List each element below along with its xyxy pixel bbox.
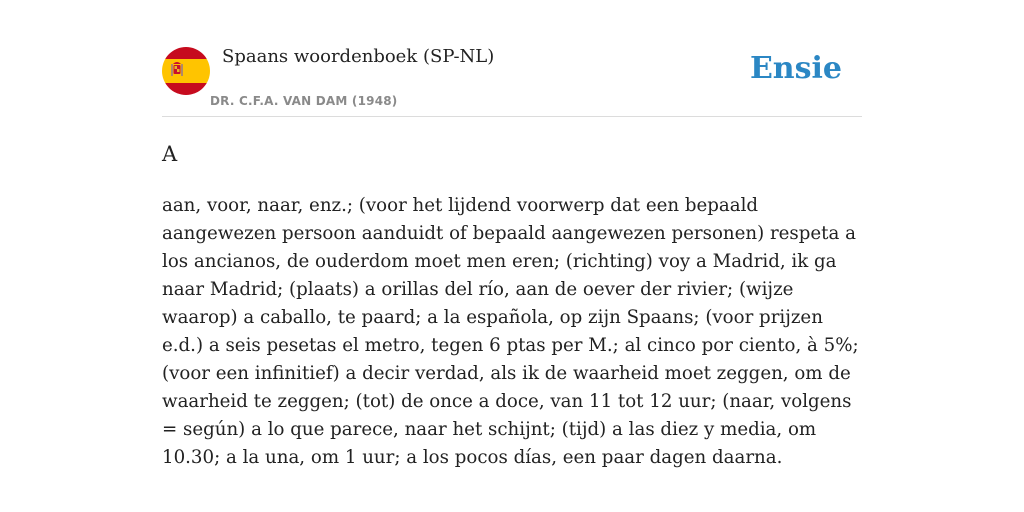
entry-definition: aan, voor, naar, enz.; (voor het lijdend voorwerp dat een bepaald aangewezen persoon aanduidt of bepaald aangewezen personen) respeta a los ancianos, de ouderdom moet men eren; (richting) voy a Madrid, ik ga naar Madrid; (plaats) a orillas del río, aan de oever der rivier; (wijze waarop) a caballo, te paard; a la española, op zijn Spaans; (voor prijzen e.d.) a seis pesetas el metro, tegen 6 ptas per M.; al cinco por ciento, à 5%; (voor een infinitief) a decir verdad, als ik de waarheid moet zeggen, om de waarheid te zeggen; (tot) de once a doce, van 11 tot 12 uur; (naar, volgens = según) a lo que parece, naar het schijnt; (tijd) a las diez y media, om 10.30; a la una, om 1 uur; a los pocos días, een paar dagen daarna.	[162, 195, 859, 468]
ensie-logo[interactable]: Ensie	[749, 51, 842, 86]
dictionary-author: DR. C.F.A. VAN DAM (1948)	[210, 94, 398, 108]
entry-headword: A	[162, 142, 178, 166]
dictionary-title[interactable]: Spaans woordenboek (SP-NL)	[222, 46, 495, 67]
dictionary-header	[162, 40, 862, 117]
spanish-flag-icon	[162, 47, 210, 95]
